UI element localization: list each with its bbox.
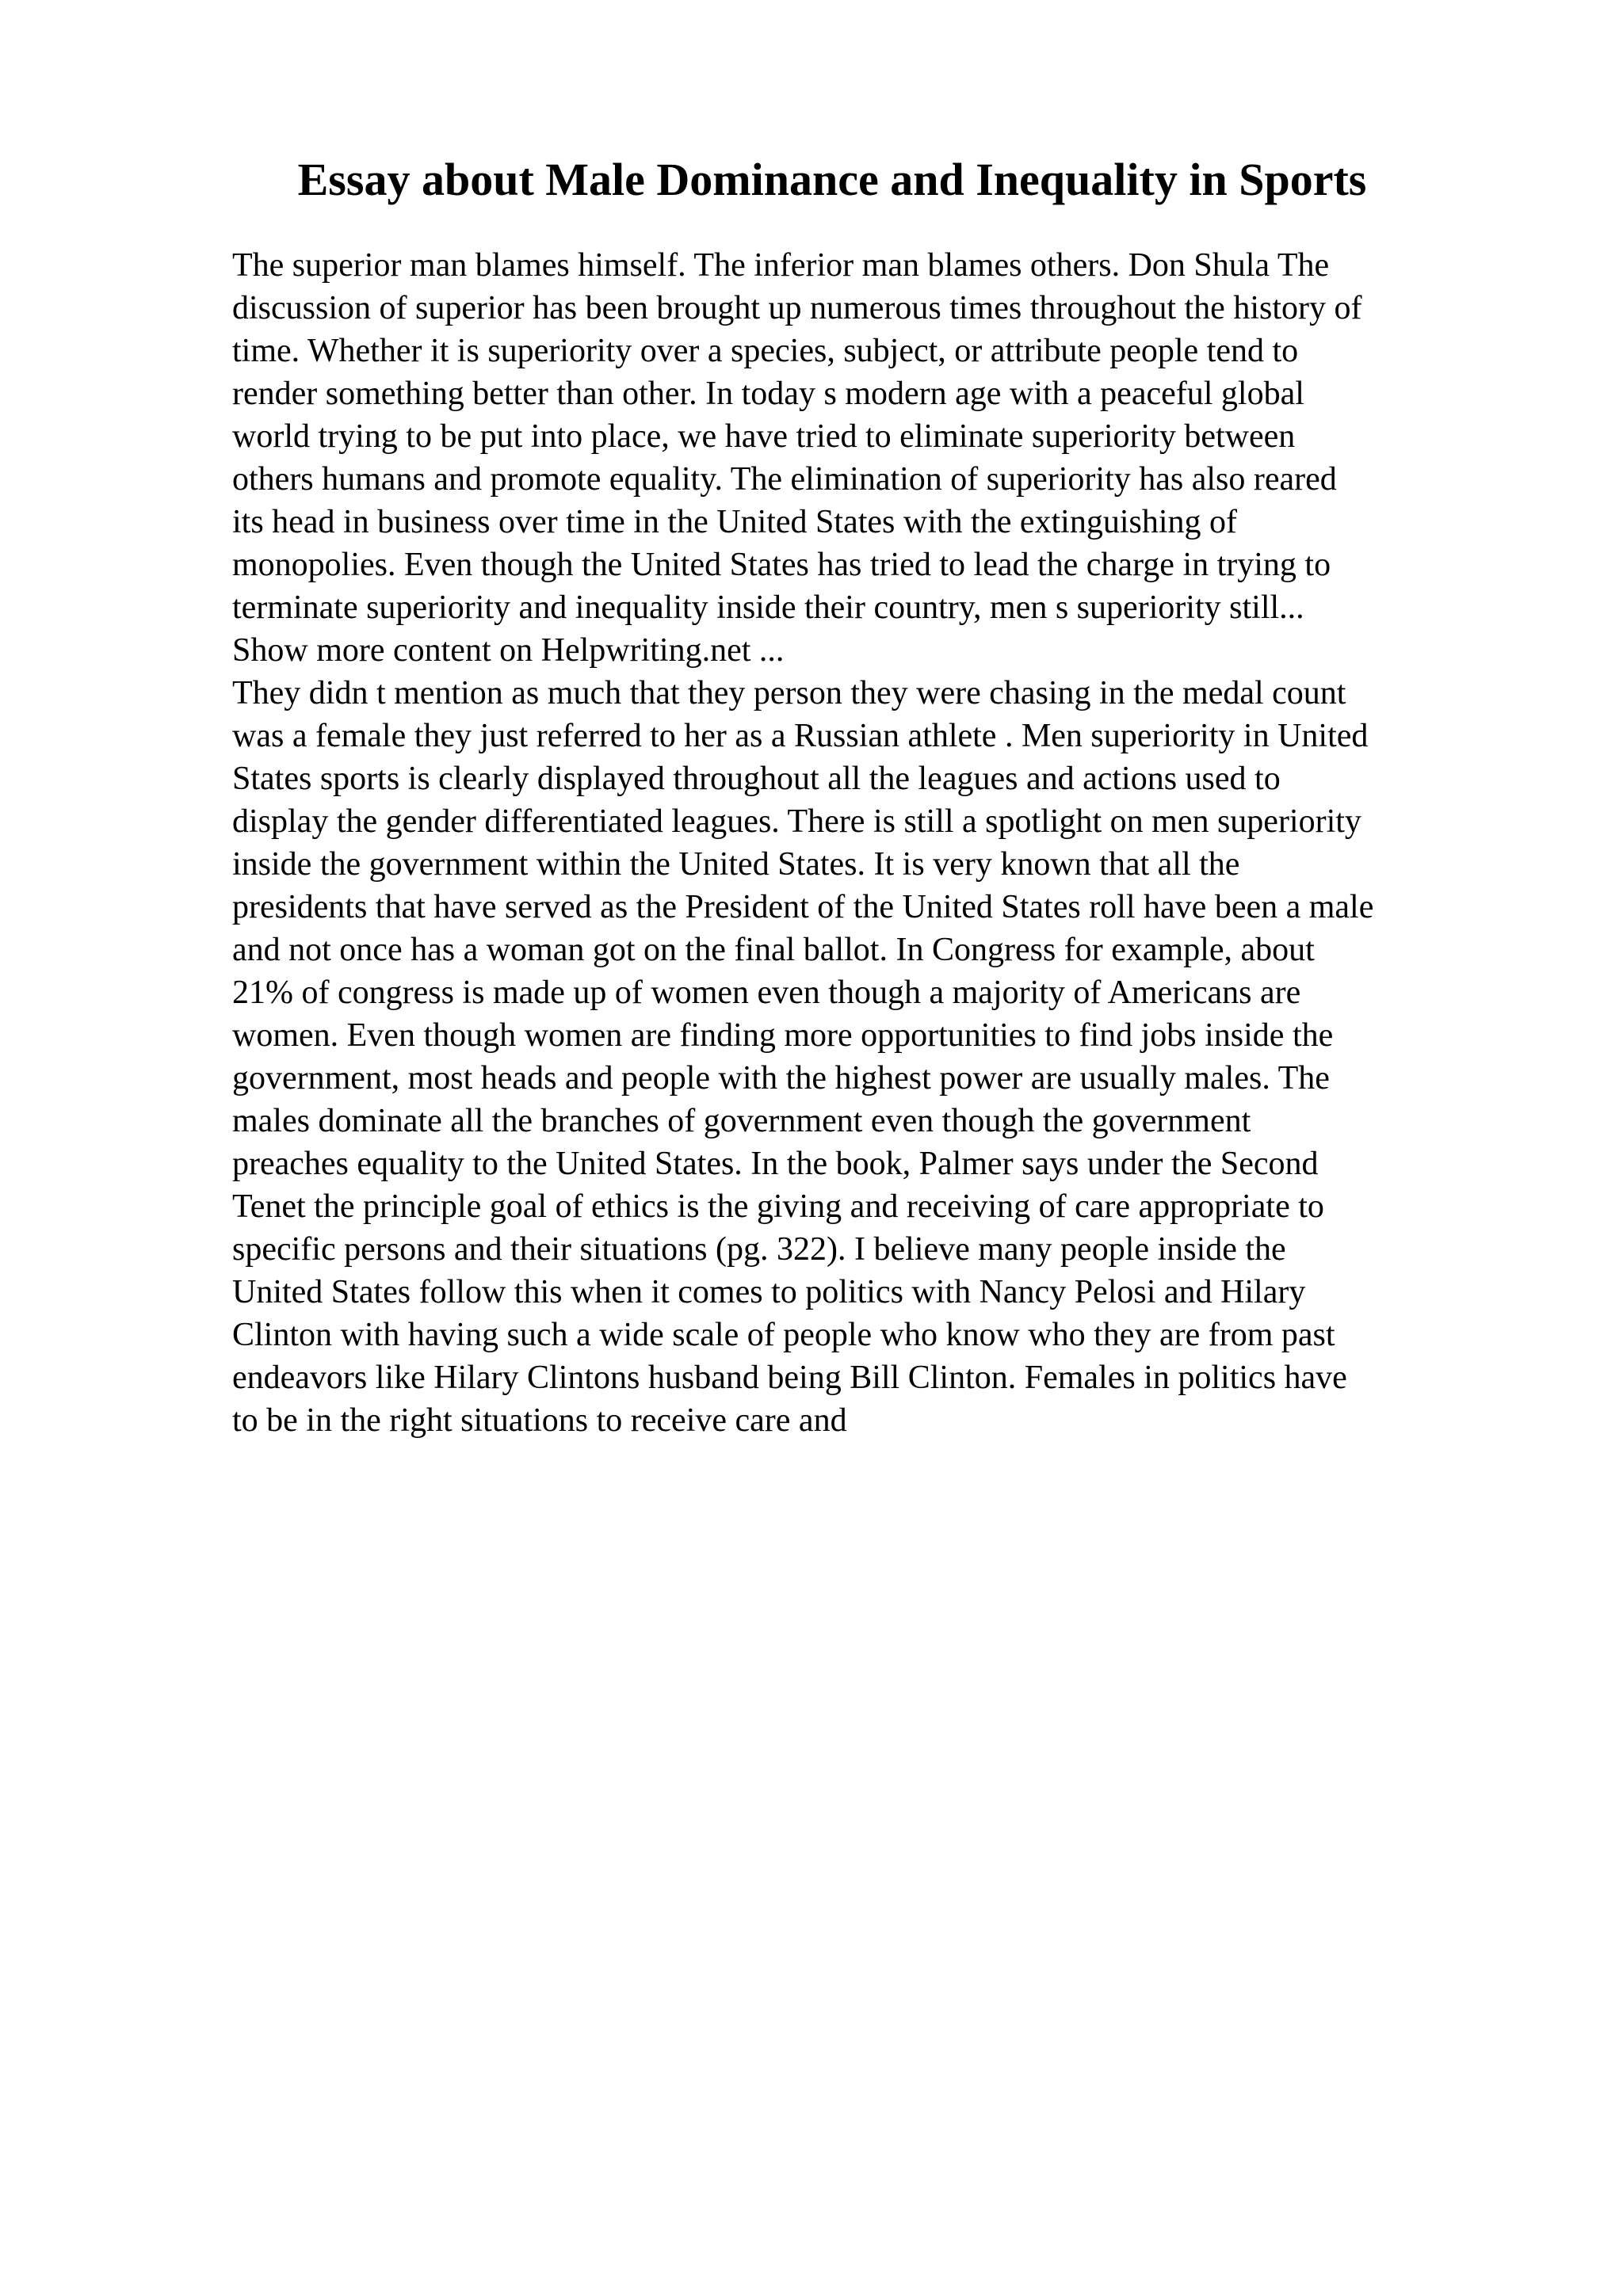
show-more-line: Show more content on Helpwriting.net ... <box>232 632 785 669</box>
body-line-12: was a female they just referred to her as a Russian athlete . Men superiority in United <box>232 718 1369 754</box>
body-line-15: inside the government within the United States. It is very known that all the <box>232 846 1240 883</box>
body-line-8: monopolies. Even though the United States has tried to lead the charge in trying to <box>232 547 1331 583</box>
body-line-24: specific persons and their situations (pg. 322). I believe many people inside the <box>232 1231 1286 1268</box>
body-line-20: government, most heads and people with the highest power are usually males. The <box>232 1060 1330 1097</box>
body-line-27: endeavors like Hilary Clintons husband being Bill Clinton. Females in politics have <box>232 1360 1347 1396</box>
body-line-2: discussion of superior has been brought up numerous times throughout the history of <box>232 290 1362 326</box>
body-line-21: males dominate all the branches of government even though the government <box>232 1103 1251 1139</box>
body-line-6: others humans and promote equality. The elimination of superiority has also reared <box>232 461 1337 498</box>
body-line-11: They didn t mention as much that they person they were chasing in the medal count <box>232 675 1346 711</box>
body-line-13: States sports is clearly displayed throughout all the leagues and actions used to <box>232 761 1281 797</box>
body-line-3: time. Whether it is superiority over a species, subject, or attribute people tend to <box>232 333 1299 369</box>
body-line-26: Clinton with having such a wide scale of people who know who they are from past <box>232 1317 1335 1353</box>
document-title: Essay about Male Dominance and Inequality in Sports <box>297 154 1367 205</box>
body-line-5: world trying to be put into place, we have tried to eliminate superiority between <box>232 418 1296 455</box>
document-body <box>232 244 1532 1442</box>
body-line-19: women. Even though women are finding more opportunities to find jobs inside the <box>232 1017 1334 1054</box>
body-line-18: 21% of congress is made up of women even though a majority of Americans are <box>232 974 1301 1011</box>
body-line-7: its head in business over time in the United States with the extinguishing of <box>232 504 1237 540</box>
body-line-25: United States follow this when it comes to politics with Nancy Pelosi and Hilary <box>232 1274 1306 1310</box>
body-line-16: presidents that have served as the President of the United States roll have been a male <box>232 889 1374 925</box>
body-line-9: terminate superiority and inequality inside their country, men s superiority still... <box>232 589 1304 626</box>
body-line-22: preaches equality to the United States. In the book, Palmer says under the Second <box>232 1146 1319 1182</box>
body-line-1: The superior man blames himself. The inferior man blames others. Don Shula The <box>232 247 1330 284</box>
body-line-14: display the gender differentiated leagues. There is still a spotlight on men superiority <box>232 803 1361 840</box>
body-line-23: Tenet the principle goal of ethics is the giving and receiving of care appropriate to <box>232 1188 1324 1225</box>
body-line-4: render something better than other. In today s modern age with a peaceful global <box>232 376 1304 412</box>
body-line-17: and not once has a woman got on the final ballot. In Congress for example, about <box>232 932 1315 968</box>
body-line-28: to be in the right situations to receive care and <box>232 1402 847 1439</box>
